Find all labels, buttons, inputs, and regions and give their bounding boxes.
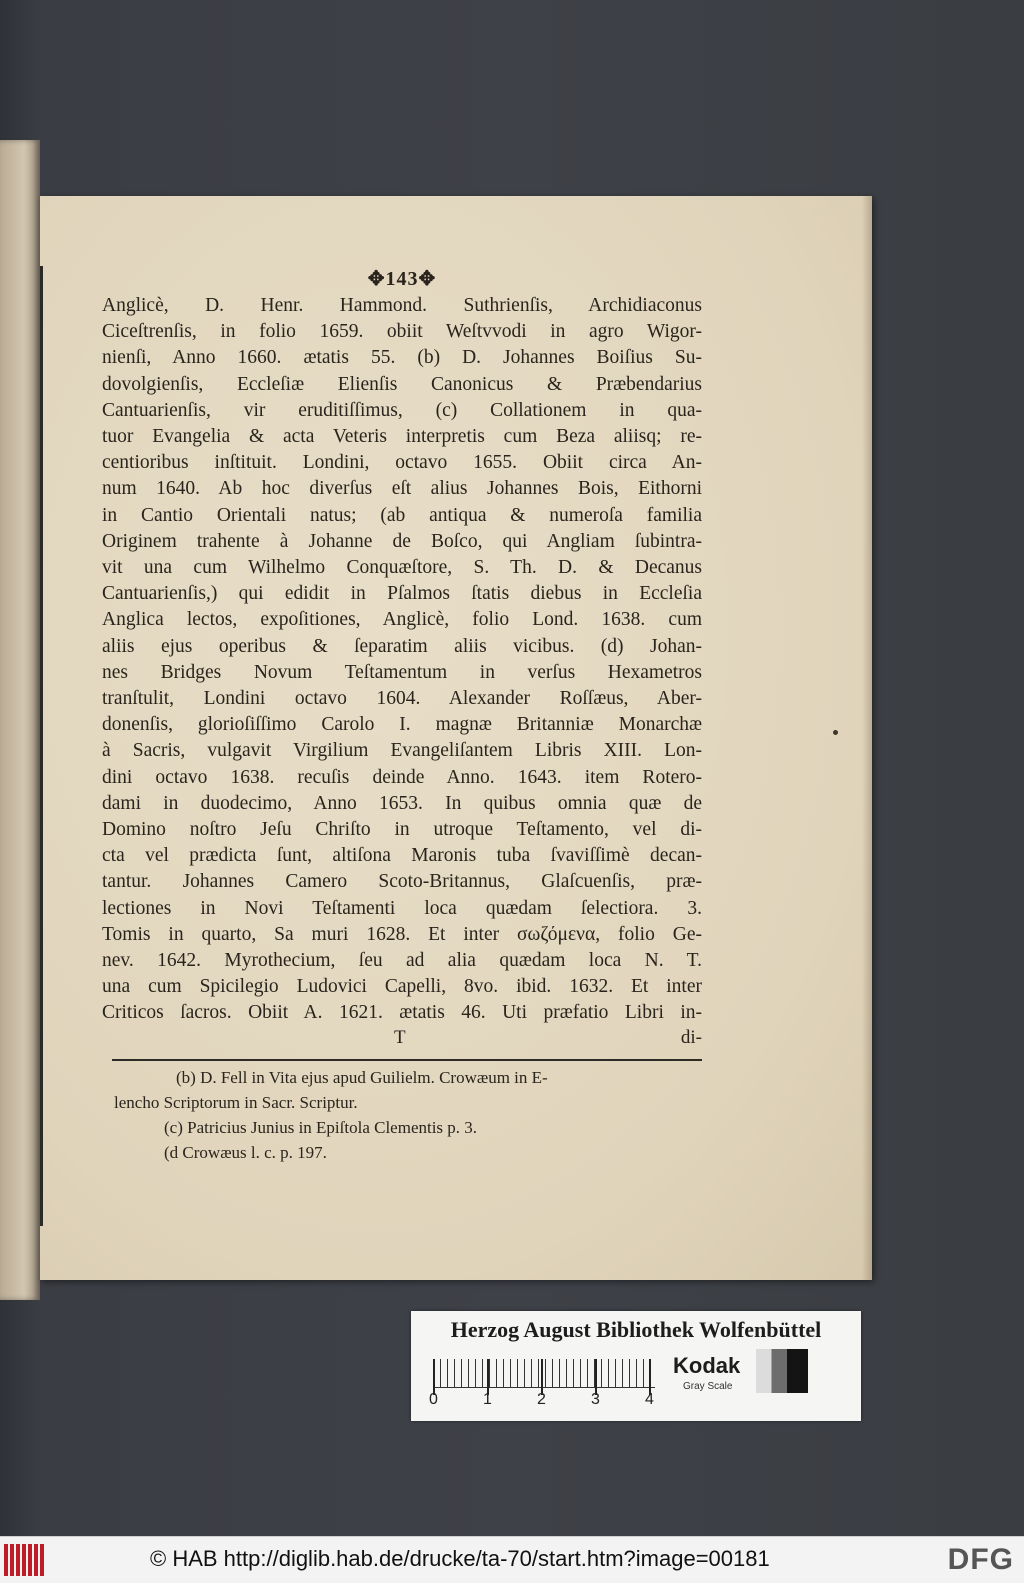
- text-line: Criticos ſacros. Obiit A. 1621. ætatis 46. Uti præfatio Libri in-: [102, 1002, 702, 1024]
- ruler-major-tick: [595, 1359, 597, 1395]
- gutter-line: [40, 266, 43, 1226]
- text-line: nev. 1642. Myrothecium, ſeu ad alia quædam loca N. T.: [102, 950, 702, 972]
- footnote-b: (b) D. Fell in Vita ejus apud Guilielm. Crowæum in E-: [176, 1067, 548, 1087]
- ruler-major-tick: [487, 1359, 489, 1395]
- text-line: aliis ejus operibus & ſeparatim aliis vicibus. (d) Johan-: [102, 635, 702, 657]
- text-line: tranſtulit, Londini octavo 1604. Alexander Roſſæus, Aber-: [102, 688, 702, 710]
- text-line: lectiones in Novi Teſtamenti loca quædam ſelectiora. 3.: [102, 897, 702, 919]
- page-footer-row: [102, 1027, 702, 1053]
- text-line: nienſi, Anno 1660. ætatis 55. (b) D. Johannes Boiſius Su-: [102, 347, 702, 369]
- previous-page-edge: [0, 140, 40, 1300]
- ruler-label: 4: [645, 1391, 654, 1408]
- ruler-major-tick: [433, 1359, 435, 1395]
- text-line: Tomis in quarto, Sa muri 1628. Et inter σωζόμενα, folio Ge-: [102, 923, 702, 945]
- ink-spot: [833, 730, 838, 735]
- text-line: Cantuarienſis, vir eruditiſſimus, (c) Collationem in qua-: [102, 399, 702, 421]
- text-line: Anglicè, D. Henr. Hammond. Suthrienſis, Archidiaconus: [102, 295, 702, 316]
- page-number: ✥143✥: [367, 268, 437, 290]
- text-line: dovolgienſis, Eccleſiæ Elienſis Canonicus & Præbendarius: [102, 373, 702, 395]
- text-line: nes Bridges Novum Teſtamentum in verſus Hexametros: [102, 661, 702, 683]
- text-line: centioribus inſtituit. Londini, octavo 1655. Obiit circa An-: [102, 452, 702, 474]
- kodak-subtitle: Gray Scale: [683, 1381, 733, 1392]
- text-line: à Sacris, vulgavit Virgilium Evangeliſantem Libris XIII. Lon-: [102, 740, 702, 762]
- signature-mark: T: [394, 1026, 406, 1048]
- text-line: donenſis, glorioſiſſimo Carolo I. magnæ Britanniæ Monarchæ: [102, 714, 702, 736]
- body-text: [102, 293, 702, 1027]
- text-line: in Cantio Orientali natus; (ab antiqua & numeroſa familia: [102, 504, 702, 526]
- text-line: Anglica lectos, expoſitiones, Anglicè, folio Lond. 1638. cum: [102, 609, 702, 631]
- hab-logo-icon: [4, 1544, 46, 1576]
- text-line: num 1640. Ab hoc diverſus eſt alius Johannes Bois, Eithorni: [102, 478, 702, 500]
- text-line: Originem trahente à Johanne de Boſco, qui Angliam ſubintra-: [102, 530, 702, 552]
- text-line: Domino noſtro Jeſu Chriſto in utroque Teſtamento, vel di-: [102, 819, 702, 841]
- text-block: [102, 266, 702, 1165]
- text-line: vit una cum Wilhelmo Conquæſtore, S. Th. D. & Decanus: [102, 557, 702, 579]
- footnote-b-continued: lencho Scriptorum in Sacr. Scriptur.: [114, 1092, 358, 1112]
- kodak-brand: Kodak: [673, 1353, 741, 1378]
- ruler-icon: [433, 1359, 655, 1388]
- gray-scale-patch: [756, 1349, 808, 1393]
- ruler-label: 2: [537, 1391, 546, 1408]
- library-name: Herzog August Bibliothek Wolfenbüttel: [450, 1317, 822, 1342]
- text-line: tantur. Johannes Camero Scoto-Britannus, Glaſcuenſis, præ-: [102, 871, 702, 893]
- catchword: di-: [680, 1026, 702, 1048]
- footnotes: [102, 1065, 702, 1165]
- footnote-rule: [112, 1059, 702, 1061]
- footnote-d: (d Crowæus l. c. p. 197.: [164, 1142, 327, 1162]
- text-line: tuor Evangelia & acta Veteris interpretis cum Beza aliisq; re-: [102, 426, 702, 448]
- credit-text: © HAB http://diglib.hab.de/drucke/ta-70/start.htm?image=00181: [150, 1546, 770, 1571]
- text-line: cta vel prædicta ſunt, altiſona Maronis tuba ſvaviſſimè decan-: [102, 845, 702, 867]
- book-page: [40, 196, 872, 1280]
- ruler-label: 1: [483, 1391, 492, 1408]
- text-line: una cum Spicilegio Ludovici Capelli, 8vo. ibid. 1632. Et inter: [102, 976, 702, 998]
- text-line: dini octavo 1638. recuſis deinde Anno. 1643. item Rotero-: [102, 766, 702, 788]
- ruler-major-tick: [541, 1359, 543, 1395]
- page-edge-shadow: [862, 196, 872, 1280]
- ruler-major-tick: [649, 1359, 651, 1395]
- footnote-c: (c) Patricius Junius in Epiſtola Clementis p. 3.: [164, 1117, 478, 1137]
- ruler-label: 3: [591, 1391, 600, 1408]
- kodak-scale-card: [411, 1311, 861, 1421]
- text-line: Ciceſtrenſis, in folio 1659. obiit Weſtvvodi in agro Wigor-: [102, 321, 702, 343]
- ruler-label: 0: [429, 1391, 438, 1408]
- text-line: Cantuarienſis,) qui edidit in Pſalmos ſtatis diebus in Eccleſia: [102, 583, 702, 605]
- text-line: dami in duodecimo, Anno 1653. In quibus omnia quæ de: [102, 792, 702, 814]
- footer-bar: [0, 1536, 1024, 1583]
- dfg-logo: DFG: [947, 1543, 1014, 1576]
